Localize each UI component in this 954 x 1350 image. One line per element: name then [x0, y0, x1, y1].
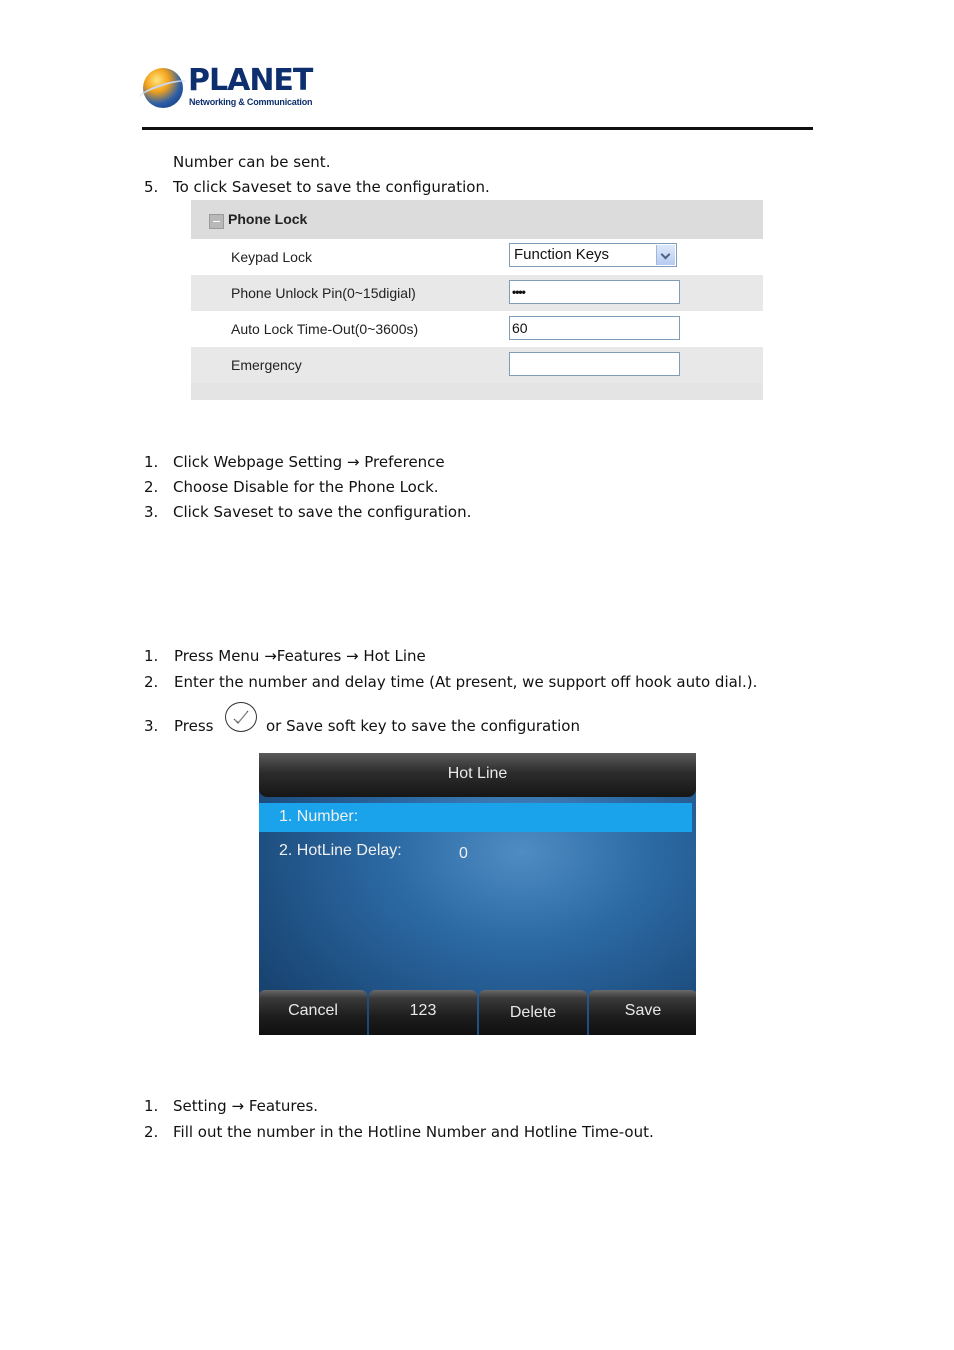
- step-text: Choose Disable for the Phone Lock.: [173, 478, 439, 496]
- list-item: [144, 1122, 654, 1142]
- phone-lock-panel: [191, 200, 763, 400]
- auto-lock-label: Auto Lock Time-Out(0~3600s): [231, 321, 419, 337]
- step-text: Click Webpage Setting → Preference: [173, 453, 445, 471]
- brand-tagline: Networking & Communication: [189, 97, 313, 107]
- emergency-row: [191, 347, 763, 383]
- delete-softkey[interactable]: Delete: [479, 990, 587, 1035]
- list-item: [144, 477, 439, 497]
- keypad-lock-select[interactable]: [509, 243, 677, 267]
- step-number: 2.: [144, 478, 159, 496]
- step-text: Press Menu →Features → Hot Line: [174, 647, 426, 665]
- emergency-field[interactable]: [509, 352, 680, 376]
- softkey-bar: [259, 990, 696, 1035]
- step-number: 3.: [144, 717, 159, 735]
- auto-lock-row: [191, 311, 763, 347]
- list-item: [144, 452, 445, 472]
- panel-header[interactable]: [191, 200, 763, 239]
- step-text: Fill out the number in the Hotline Number and Hotline Time-out.: [173, 1123, 654, 1141]
- dropdown-arrow-icon[interactable]: [656, 245, 675, 265]
- list-item: [144, 716, 213, 736]
- unlock-pin-row: [191, 275, 763, 311]
- step-text-before: Press: [174, 717, 214, 735]
- phone-title: Hot Line: [447, 765, 508, 782]
- unlock-pin-label: Phone Unlock Pin(0~15digial): [231, 285, 416, 301]
- unlock-pin-field[interactable]: ••••: [509, 280, 680, 304]
- save-softkey[interactable]: Save: [589, 990, 696, 1035]
- step-text: Enter the number and delay time (At present, we support off hook auto dial.).: [174, 673, 758, 691]
- brand-name: PLANET: [188, 63, 313, 98]
- step-text: To click Saveset to save the configuration.: [173, 178, 490, 196]
- check-icon: [226, 703, 256, 731]
- step-number: 3.: [144, 503, 159, 521]
- keypad-lock-label: Keypad Lock: [231, 249, 312, 265]
- 123-softkey[interactable]: 123: [369, 990, 477, 1035]
- step-number: 1.: [144, 1097, 159, 1115]
- step-number: 1.: [144, 647, 159, 665]
- step-text: Setting → Features.: [173, 1097, 319, 1115]
- step-number: 5.: [144, 178, 159, 196]
- list-item: [144, 646, 426, 666]
- keypad-lock-row: [191, 239, 763, 275]
- emergency-label: Emergency: [231, 357, 302, 373]
- phone-screen: [259, 753, 696, 1035]
- step-text: Click Saveset to save the configuration.: [173, 503, 472, 521]
- header-divider: [142, 127, 813, 130]
- step-number: 1.: [144, 453, 159, 471]
- list-item: [144, 672, 757, 692]
- cancel-softkey[interactable]: Cancel: [259, 990, 367, 1035]
- panel-title: Phone Lock: [228, 211, 308, 227]
- phone-title-bar: [259, 753, 696, 797]
- list-item: [144, 502, 471, 522]
- step-number: 2.: [144, 673, 159, 691]
- step-5: [144, 177, 490, 197]
- menu-item-number[interactable]: 1. Number:: [279, 808, 359, 825]
- list-item: [144, 1096, 318, 1116]
- auto-lock-field[interactable]: 60: [509, 316, 680, 340]
- keypad-lock-value: Function Keys: [514, 246, 610, 263]
- step-text-after: or Save soft key to save the configuration: [266, 717, 580, 735]
- hotline-delay-value: 0: [459, 845, 468, 862]
- step-number: 2.: [144, 1123, 159, 1141]
- menu-item-hotline-delay[interactable]: 2. HotLine Delay:: [279, 842, 402, 859]
- ok-key-icon: [225, 702, 257, 732]
- continuation-text: Number can be sent.: [173, 153, 331, 171]
- collapse-icon[interactable]: [209, 214, 224, 229]
